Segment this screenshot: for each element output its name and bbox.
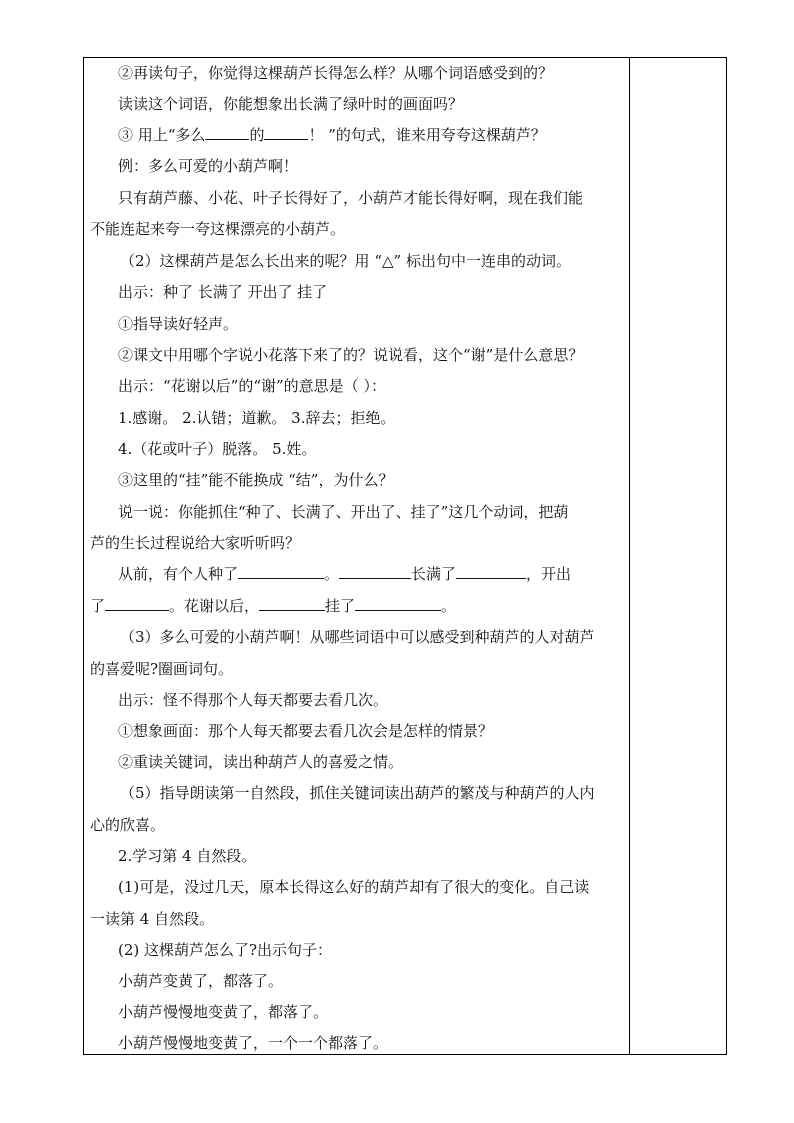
text-line: (1)可是，没过几天，原本长得这么好的葫芦却有了很大的变化。自己读 <box>118 878 590 896</box>
text-line: 只有葫芦藤、小花、叶子长得好了，小葫芦才能长得好啊，现在我们能 <box>118 189 584 207</box>
text-line: （3）多么可爱的小葫芦啊！从哪些词语中可以感受到种葫芦的人对葫芦 <box>120 628 595 646</box>
text-line: 小葫芦慢慢地变黄了，一个一个都落了。 <box>118 1034 389 1052</box>
text-line: 芦的生长过程说给大家听听吗？ <box>90 534 301 552</box>
text-line: 说一说：你能抓住“种了、长满了、开出了、挂了”这几个动词，把葫 <box>118 503 569 521</box>
text-line: 的喜爱呢?圈画词句。 <box>90 660 234 678</box>
text-line: (2) 这棵葫芦怎么了?出示句子： <box>118 941 333 959</box>
text-line: 1.感谢。 2.认错；道歉。 3.辞去；拒绝。 <box>118 409 396 427</box>
text-line: 小葫芦慢慢地变黄了，都落了。 <box>118 1003 329 1021</box>
text-line: （5）指导朗读第一自然段，抓住关键词读出葫芦的繁茂与种葫芦的人内 <box>120 784 595 802</box>
text-line: 4.（花或叶子）脱落。 5.姓。 <box>118 440 317 458</box>
text-line: 例：多么可爱的小葫芦啊！ <box>118 157 299 175</box>
text-line: ③ 用上“多么 的 ！ ”的句式，谁来用夸夸这棵葫芦？ <box>118 126 546 144</box>
text-line: 出示：怪不得那个人每天都要去看几次。 <box>118 691 389 709</box>
text-line: 心的欣喜。 <box>90 816 166 834</box>
text-line: ①想象画面：那个人每天都要去看几次会是怎样的情景？ <box>118 722 494 740</box>
text-line: 小葫芦变黄了，都落了。 <box>118 972 284 990</box>
text-line: ③这里的“挂”能不能换成 “结”，为什么？ <box>118 471 394 489</box>
text-line: 一读第 4 自然段。 <box>90 910 215 928</box>
text-line: ②重读关键词，读出种葫芦人的喜爱之情。 <box>118 753 404 771</box>
text-line: 不能连起来夸一夸这棵漂亮的小葫芦。 <box>90 220 346 238</box>
text-line: 从前，有个人种了 。 长满了 ，开出 <box>118 565 572 583</box>
text-line: 了 。花谢以后， 挂了 。 <box>90 597 457 615</box>
text-line: （2）这棵葫芦是怎么长出来的呢？用 “△” 标出句中一连串的动词。 <box>120 252 571 270</box>
text-line: 出示：种了 长满了 开出了 挂了 <box>118 283 328 301</box>
text-line: ②再读句子，你觉得这棵葫芦长得怎么样？从哪个词语感受到的？ <box>118 64 554 82</box>
text-line: 出示：“花谢以后”的“谢”的意思是（ ）： <box>118 377 386 395</box>
text-line: 2.学习第 4 自然段。 <box>118 847 257 865</box>
text-line: 读读这个词语，你能想象出长满了绿叶时的画面吗？ <box>118 95 464 113</box>
text-line: ②课文中用哪个字说小花落下来了的？说说看，这个“谢”是什么意思？ <box>118 346 584 364</box>
text-line: ①指导读好轻声。 <box>118 315 239 333</box>
